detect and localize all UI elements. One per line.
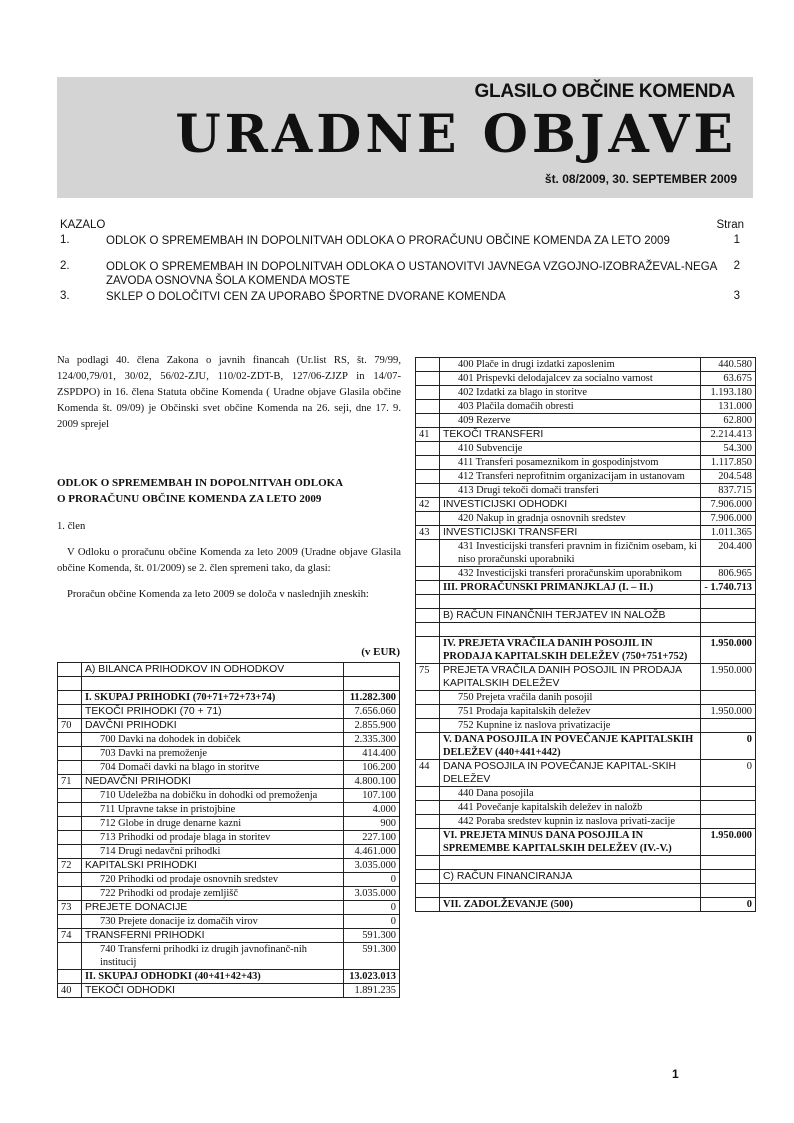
account-label: 730 Prejete donacije iz domačih virov (82, 915, 344, 929)
account-label: 711 Upravne takse in pristojbine (82, 803, 344, 817)
account-code (416, 801, 440, 815)
account-label: 712 Globe in druge denarne kazni (82, 817, 344, 831)
account-code: 73 (58, 901, 82, 915)
table-row (416, 526, 756, 540)
account-label: 740 Transferni prihodki iz drugih javnofinanč-nih institucij (82, 943, 344, 970)
account-code (58, 677, 82, 691)
account-code (58, 845, 82, 859)
table-row (416, 498, 756, 512)
account-code: 75 (416, 664, 440, 691)
account-code (416, 470, 440, 484)
account-code (416, 595, 440, 609)
account-code: 43 (416, 526, 440, 540)
table-row (416, 787, 756, 801)
amount: 1.011.365 (701, 526, 756, 540)
account-code (416, 442, 440, 456)
toc-item-page: 2 (733, 260, 740, 272)
account-label: IV. PREJETA VRAČILA DANIH POSOJIL IN PRODAJA KAPITALSKIH DELEŽEV (750+751+752) (439, 637, 700, 664)
table-row (416, 898, 756, 912)
table-row (416, 801, 756, 815)
account-label: KAPITALSKI PRIHODKI (82, 859, 344, 873)
article-paragraph: V Odloku o proračunu občine Komenda za leto 2009 (Uradne objave Glasila občine Komenda, št. 01/2009) se 2. člen spremeni tako, da glasi: (57, 547, 401, 574)
decree-title (57, 475, 401, 507)
account-code: 74 (58, 929, 82, 943)
amount (701, 870, 756, 884)
table-row (416, 815, 756, 829)
amount: 227.100 (344, 831, 400, 845)
account-code (416, 581, 440, 595)
table-row (416, 829, 756, 856)
amount: 1.193.180 (701, 386, 756, 400)
account-label: 710 Udeležba na dobičku in dohodki od premoženja (82, 789, 344, 803)
toc-item-page: 3 (733, 290, 740, 302)
amount: - 1.740.713 (701, 581, 756, 595)
account-label: NEDAVČNI PRIHODKI (82, 775, 344, 789)
table-row (58, 887, 400, 901)
table-row (58, 789, 400, 803)
table-row (416, 705, 756, 719)
account-code (416, 787, 440, 801)
amount: 2.855.900 (344, 719, 400, 733)
table-of-contents (60, 219, 744, 304)
table-row (416, 456, 756, 470)
left-column (57, 353, 401, 603)
account-label: 442 Poraba sredstev kupnin iz naslova privati-zacije (439, 815, 700, 829)
table-row (416, 428, 756, 442)
table-row (58, 929, 400, 943)
table-row (58, 831, 400, 845)
account-label: 720 Prihodki od prodaje osnovnih sredstev (82, 873, 344, 887)
amount: 13.023.013 (344, 970, 400, 984)
account-code (416, 540, 440, 567)
account-label: 412 Transferi neprofitnim organizacijam in ustanovam (439, 470, 700, 484)
account-code (416, 456, 440, 470)
amount: 0 (701, 733, 756, 760)
account-code (58, 915, 82, 929)
account-label: V. DANA POSOJILA IN POVEČANJE KAPITALSKIH DELEŽEV (440+441+442) (439, 733, 700, 760)
table-row (416, 884, 756, 898)
table-row (416, 733, 756, 760)
table-row (58, 873, 400, 887)
toc-item-page: 1 (733, 234, 740, 246)
amount (344, 663, 400, 677)
decree-title-line-2: O PRORAČUNU OBČINE KOMENDA ZA LETO 2009 (57, 493, 322, 505)
account-code (416, 512, 440, 526)
table-row (58, 943, 400, 970)
amount (701, 691, 756, 705)
amount: 2.214.413 (701, 428, 756, 442)
table-row (416, 372, 756, 386)
amount: 0 (344, 873, 400, 887)
table-row (416, 442, 756, 456)
account-label: TEKOČI PRIHODKI (70 + 71) (82, 705, 344, 719)
toc-item-title: ODLOK O SPREMEMBAH IN DOPOLNITVAH ODLOKA O PRORAČUNU OBČINE KOMENDA ZA LETO 2009 (106, 235, 670, 247)
toc-item-number: 2. (60, 260, 70, 272)
account-label: 413 Drugi tekoči domači transferi (439, 484, 700, 498)
account-code (58, 705, 82, 719)
account-label: 420 Nakup in gradnja osnovnih sredstev (439, 512, 700, 526)
account-label: 714 Drugi nedavčni prihodki (82, 845, 344, 859)
account-code (58, 831, 82, 845)
table-row (416, 623, 756, 637)
table-row (58, 719, 400, 733)
amount: 837.715 (701, 484, 756, 498)
account-code (58, 663, 82, 677)
account-code (58, 970, 82, 984)
table-row (416, 386, 756, 400)
account-code: 71 (58, 775, 82, 789)
account-code (58, 873, 82, 887)
table-row (58, 775, 400, 789)
toc-label: KAZALO (60, 219, 106, 231)
account-label (439, 884, 700, 898)
account-code (58, 789, 82, 803)
toc-item[interactable] (60, 234, 744, 260)
toc-item-number: 3. (60, 290, 70, 302)
table-row (416, 512, 756, 526)
table-row (58, 705, 400, 719)
account-label: 722 Prihodki od prodaje zemljišč (82, 887, 344, 901)
account-code (58, 691, 82, 705)
account-label (82, 677, 344, 691)
account-code: 70 (58, 719, 82, 733)
budget-table-right (415, 357, 756, 912)
account-label: 751 Prodaja kapitalskih deležev (439, 705, 700, 719)
table-row (416, 760, 756, 787)
amount (701, 801, 756, 815)
account-code: 72 (58, 859, 82, 873)
table-row (416, 719, 756, 733)
amount (701, 815, 756, 829)
account-label: A) BILANCA PRIHODKOV IN ODHODKOV (82, 663, 344, 677)
account-code (416, 719, 440, 733)
amount: 131.000 (701, 400, 756, 414)
account-label (439, 623, 700, 637)
amount: 414.400 (344, 747, 400, 761)
intro-paragraph: Na podlagi 40. člena Zakona o javnih financah (Ur.list RS, št. 79/99, 124/00,79/01, 30/02, 56/02-ZJU, 110/02-ZDT-B, 127/06-ZJZP in 14/07-ZSPDPO) in 16. člena Statuta občine Komenda ( Uradne objave Glasila občine Komenda št. 09/09) je Občinski svet občine Komenda na 26. seji, dne 17. 9. 2009 sprejel (57, 355, 401, 430)
toc-item[interactable] (60, 290, 744, 304)
account-label: I. SKUPAJ PRIHODKI (70+71+72+73+74) (82, 691, 344, 705)
account-label: TRANSFERNI PRIHODKI (82, 929, 344, 943)
table-row (58, 817, 400, 831)
amount: 1.950.000 (701, 664, 756, 691)
table-row (58, 915, 400, 929)
amount: 0 (701, 760, 756, 787)
account-code (416, 372, 440, 386)
amount: 591.300 (344, 929, 400, 943)
amount: 440.580 (701, 358, 756, 372)
account-code: 42 (416, 498, 440, 512)
decree-title-line-1: ODLOK O SPREMEMBAH IN DOPOLNITVAH ODLOKA (57, 477, 344, 489)
table-row (416, 400, 756, 414)
account-label: 440 Dana posojila (439, 787, 700, 801)
amount: 4.800.100 (344, 775, 400, 789)
account-code (58, 733, 82, 747)
account-label: 700 Davki na dohodek in dobiček (82, 733, 344, 747)
amounts-paragraph: Proračun občine Komenda za leto 2009 se določa v naslednjih zneskih: (67, 589, 369, 600)
account-label (439, 856, 700, 870)
table-row (416, 691, 756, 705)
account-code (416, 484, 440, 498)
amount (701, 884, 756, 898)
account-code (416, 400, 440, 414)
amount (701, 719, 756, 733)
account-code (416, 567, 440, 581)
account-label: 704 Domači davki na blago in storitve (82, 761, 344, 775)
amount: 204.400 (701, 540, 756, 567)
amount: 0 (701, 898, 756, 912)
account-label: TEKOČI TRANSFERI (439, 428, 700, 442)
amount: 1.950.000 (701, 829, 756, 856)
account-label: 441 Povečanje kapitalskih deležev in naložb (439, 801, 700, 815)
table-row (58, 677, 400, 691)
account-label: PREJETE DONACIJE (82, 901, 344, 915)
amount (701, 623, 756, 637)
account-code (416, 884, 440, 898)
table-row (58, 970, 400, 984)
account-label: 750 Prejeta vračila danih posojil (439, 691, 700, 705)
toc-item[interactable] (60, 260, 744, 290)
issue-info: št. 08/2009, 30. SEPTEMBER 2009 (544, 172, 737, 186)
amount (701, 856, 756, 870)
account-label: DAVČNI PRIHODKI (82, 719, 344, 733)
table-row (58, 733, 400, 747)
table-row (416, 470, 756, 484)
table-row (58, 747, 400, 761)
amount: 62.800 (701, 414, 756, 428)
account-code (416, 898, 440, 912)
table-row (416, 484, 756, 498)
amount: 0 (344, 901, 400, 915)
account-code (416, 386, 440, 400)
amount: 63.675 (701, 372, 756, 386)
table-row (416, 414, 756, 428)
account-label: C) RAČUN FINANCIRANJA (439, 870, 700, 884)
table-row (416, 609, 756, 623)
account-label: 432 Investicijski transferi proračunskim uporabnikom (439, 567, 700, 581)
amount (344, 677, 400, 691)
account-code (416, 691, 440, 705)
amount: 204.548 (701, 470, 756, 484)
table-row (416, 856, 756, 870)
account-label: 752 Kupnine iz naslova privatizacije (439, 719, 700, 733)
account-code (58, 817, 82, 831)
account-code: 40 (58, 984, 82, 998)
amount: 107.100 (344, 789, 400, 803)
account-code (416, 609, 440, 623)
account-label: II. SKUPAJ ODHODKI (40+41+42+43) (82, 970, 344, 984)
account-code (58, 803, 82, 817)
account-label: 411 Transferi posameznikom in gospodinjstvom (439, 456, 700, 470)
account-label (439, 595, 700, 609)
account-label: 410 Subvencije (439, 442, 700, 456)
amount: 106.200 (344, 761, 400, 775)
amount: 4.000 (344, 803, 400, 817)
account-label: 431 Investicijski transferi pravnim in fizičnim osebam, ki niso proračunski uporabniki (439, 540, 700, 567)
table-row (416, 540, 756, 567)
amount: 1.891.235 (344, 984, 400, 998)
table-row (416, 637, 756, 664)
amount (701, 787, 756, 801)
account-code (416, 637, 440, 664)
account-code: 41 (416, 428, 440, 442)
amount: 7.906.000 (701, 512, 756, 526)
account-code (416, 623, 440, 637)
amount: 3.035.000 (344, 859, 400, 873)
account-label: 403 Plačila domačih obresti (439, 400, 700, 414)
amount: 1.950.000 (701, 705, 756, 719)
toc-item-title: ODLOK O SPREMEMBAH IN DOPOLNITVAH ODLOKA O USTANOVITVI JAVNEGA VZGOJNO-IZOBRAŽEVAL-NEGA ZAVODA OSNOVNA ŠOLA KOMENDA MOSTE (106, 261, 717, 287)
amount: 591.300 (344, 943, 400, 970)
table-row (58, 984, 400, 998)
account-code (58, 887, 82, 901)
account-code (416, 856, 440, 870)
account-label: VI. PREJETA MINUS DANA POSOJILA IN SPREMEMBE KAPITALSKIH DELEŽEV (IV.-V.) (439, 829, 700, 856)
account-label: DANA POSOJILA IN POVEČANJE KAPITAL-SKIH DELEŽEV (439, 760, 700, 787)
article-heading: 1. člen (57, 521, 86, 532)
page-title: URADNE OBJAVE (175, 104, 737, 165)
toc-item-number: 1. (60, 234, 70, 246)
table-row (58, 859, 400, 873)
account-code (416, 829, 440, 856)
table-row (58, 663, 400, 677)
table-row (58, 761, 400, 775)
amount: 7.906.000 (701, 498, 756, 512)
account-code (416, 414, 440, 428)
account-label: III. PRORAČUNSKI PRIMANJKLAJ (I. – II.) (439, 581, 700, 595)
account-label: B) RAČUN FINANČNIH TERJATEV IN NALOŽB (439, 609, 700, 623)
amount: 806.965 (701, 567, 756, 581)
amount: 7.656.060 (344, 705, 400, 719)
account-label: TEKOČI ODHODKI (82, 984, 344, 998)
account-code (416, 815, 440, 829)
amount: 900 (344, 817, 400, 831)
table-row (416, 581, 756, 595)
table-row (416, 358, 756, 372)
table-row (416, 595, 756, 609)
amount: 2.335.300 (344, 733, 400, 747)
table-row (416, 664, 756, 691)
account-label: 409 Rezerve (439, 414, 700, 428)
page-number: 1 (672, 1067, 679, 1081)
account-code (416, 733, 440, 760)
toc-page-label: Stran (716, 219, 744, 231)
amount: 0 (344, 915, 400, 929)
masthead (57, 77, 753, 198)
amount (701, 595, 756, 609)
toc-item-title: SKLEP O DOLOČITVI CEN ZA UPORABO ŠPORTNE DVORANE KOMENDA (106, 291, 506, 303)
account-label: VII. ZADOLŽEVANJE (500) (439, 898, 700, 912)
account-label: 402 Izdatki za blago in storitve (439, 386, 700, 400)
account-code (58, 747, 82, 761)
account-code (416, 358, 440, 372)
account-label: 713 Prihodki od prodaje blaga in storitev (82, 831, 344, 845)
publication-name: GLASILO OBČINE KOMENDA (474, 81, 735, 102)
table-row (416, 870, 756, 884)
table-row (58, 845, 400, 859)
amount: 3.035.000 (344, 887, 400, 901)
account-code (416, 870, 440, 884)
account-label: 400 Plače in drugi izdatki zaposlenim (439, 358, 700, 372)
table-row (58, 691, 400, 705)
amount: 4.461.000 (344, 845, 400, 859)
amount: 54.300 (701, 442, 756, 456)
account-label: PREJETA VRAČILA DANIH POSOJIL IN PRODAJA KAPITALSKIH DELEŽEV (439, 664, 700, 691)
budget-table-left (57, 662, 400, 998)
table-row (416, 567, 756, 581)
account-label: 703 Davki na premoženje (82, 747, 344, 761)
account-code: 44 (416, 760, 440, 787)
account-code (58, 761, 82, 775)
currency-label: (v EUR) (361, 646, 400, 658)
amount: 1.950.000 (701, 637, 756, 664)
account-code (58, 943, 82, 970)
account-label: INVESTICIJSKI ODHODKI (439, 498, 700, 512)
table-row (58, 803, 400, 817)
amount (701, 609, 756, 623)
table-row (58, 901, 400, 915)
account-code (416, 705, 440, 719)
amount: 1.117.850 (701, 456, 756, 470)
amount: 11.282.300 (344, 691, 400, 705)
account-label: 401 Prispevki delodajalcev za socialno varnost (439, 372, 700, 386)
account-label: INVESTICIJSKI TRANSFERI (439, 526, 700, 540)
